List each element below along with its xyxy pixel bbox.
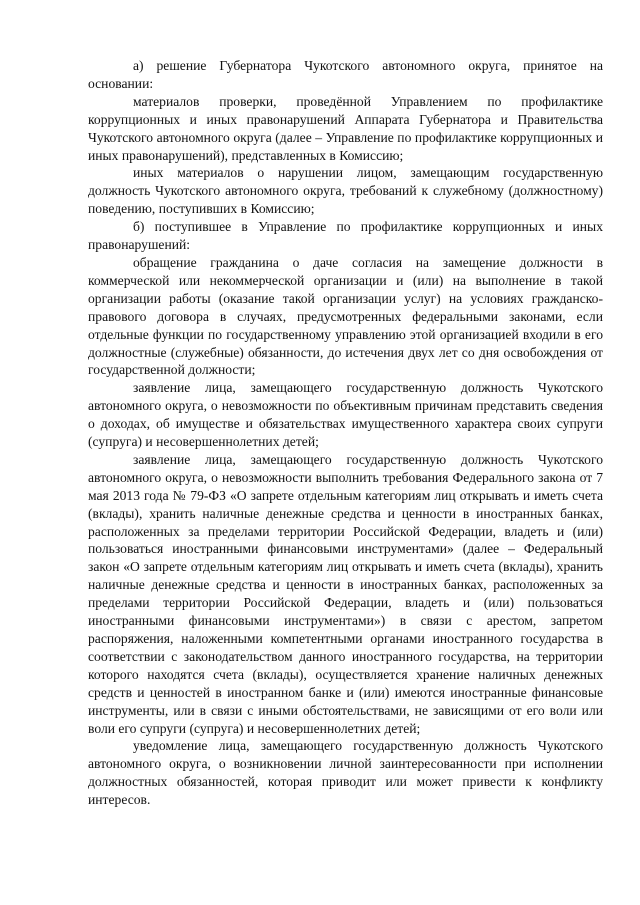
- paragraph-decision: а) решение Губернатора Чукотского автономного округа, принятое на основании:: [88, 58, 603, 91]
- paragraph-citizen-appeal: обращение гражданина о даче согласия на замещение должности в коммерческой или некоммерческой организации и (или) на выполнение в такой организации работы (оказание такой организации услуг) на условиях гражданско-правового договора в случаях, предусмотренных федеральными законами, если отдельные функции по государственному управлению этой организацией входили в его должностные (служебные) обязанности, до истечения двух лет со дня освобождения от государственной должности;: [88, 254, 603, 378]
- paragraph-inspection-materials: материалов проверки, проведённой Управлением по профилактике коррупционных и иных правонарушений Аппарата Губернатора и Правительства Чукотского автономного округа (далее – Управление по профилактике коррупционных и иных правонарушений), представленных в Комиссию;: [88, 93, 603, 163]
- paragraph-other-materials: иных материалов о нарушении лицом, замещающим государственную должность Чукотского автономного округа, требований к служебному (должностному) поведению, поступивших в Комиссию;: [88, 165, 603, 217]
- document-page: [88, 57, 603, 809]
- paragraph-income-statement: заявление лица, замещающего государственную должность Чукотского автономного округа, о невозможности по объективным причинам представить сведения о доходах, об имуществе и обязательствах имущественного характера своих супруги (супруга) и несовершеннолетних детей;: [88, 380, 603, 450]
- paragraph-conflict-notice: уведомление лица, замещающего государственную должность Чукотского автономного округа, о возникновении личной заинтересованности при исполнении должностных обязанностей, которая приводит или может привести к конфликту интересов.: [88, 738, 603, 808]
- paragraph-foreign-accounts: заявление лица, замещающего государственную должность Чукотского автономного округа, о невозможности выполнить требования Федерального закона от 7 мая 2013 года № 79-ФЗ «О запрете отдельным категориям лиц открывать и иметь счета (вклады), хранить наличные денежные средства и ценности в иностранных банках, расположенных за пределами территории Российской Федерации, владеть и (или) пользоваться иностранными финансовыми инструментами» (далее – Федеральный закон «О запрете отдельным категориям лиц открывать и иметь счета (вклады), хранить наличные денежные средства и ценности в иностранных банках, расположенных за пределами территории Российской Федерации, владеть и (или) пользоваться иностранными финансовыми инструментами») в связи с арестом, запретом распоряжения, наложенными компетентными органами иностранного государства в соответствии с законодательством данного иностранного государства, на территории которого находятся счета (вклады), осуществляется хранение наличных денежных средств и ценностей в иностранном банке и (или) имеются иностранные финансовые инструменты, или в связи с иными обстоятельствами, не зависящими от его воли или воли его супруги (супруга) и несовершеннолетних детей;: [88, 451, 603, 736]
- paragraph-received: б) поступившее в Управление по профилактике коррупционных и иных правонарушений:: [88, 219, 603, 253]
